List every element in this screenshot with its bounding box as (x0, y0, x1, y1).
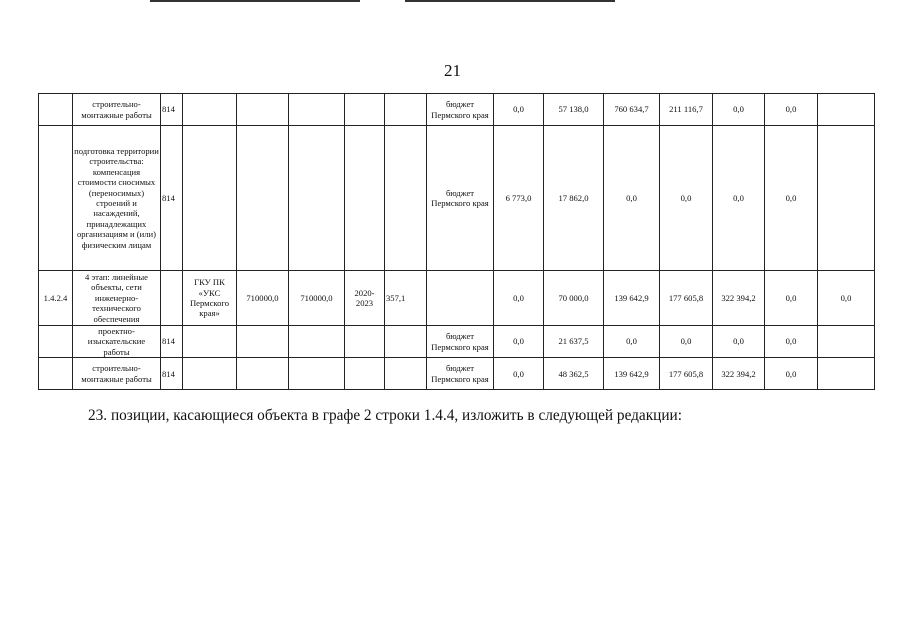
value-cell: 139 642,9 (604, 271, 660, 326)
value-cell: 322 394,2 (713, 358, 765, 390)
value-cell: 17 862,0 (544, 126, 604, 271)
executor: ГКУ ПК «УКС Пермского края» (183, 271, 237, 326)
cost-cell: 357,1 (385, 271, 427, 326)
funding-source: бюджет Пермского края (427, 126, 494, 271)
work-name: подготовка территории строительства: компенсация стоимости сносимых (переносимых) строений и насаждений, принадлежащих организациям и (или) физическим лицам (73, 126, 161, 271)
scan-edge-line (405, 0, 615, 2)
funding-source: бюджет Пермского края (427, 358, 494, 390)
row-number: 1.4.2.4 (39, 271, 73, 326)
executor (183, 358, 237, 390)
value-cell: 0,0 (713, 326, 765, 358)
capacity-cell (237, 126, 289, 271)
value-cell: 0,0 (765, 326, 818, 358)
value-cell: 177 605,8 (660, 271, 713, 326)
value-cell: 0,0 (818, 271, 875, 326)
value-cell: 0,0 (494, 94, 544, 126)
value-cell: 0,0 (765, 358, 818, 390)
cost-cell (385, 358, 427, 390)
value-cell: 0,0 (713, 94, 765, 126)
value-cell: 0,0 (494, 271, 544, 326)
value-cell: 139 642,9 (604, 358, 660, 390)
value-cell (818, 326, 875, 358)
capacity-cell: 710000,0 (237, 271, 289, 326)
value-cell: 21 637,5 (544, 326, 604, 358)
value-cell: 70 000,0 (544, 271, 604, 326)
funding-source: бюджет Пермского края (427, 94, 494, 126)
capacity-cell (237, 94, 289, 126)
period (345, 126, 385, 271)
value-cell: 322 394,2 (713, 271, 765, 326)
executor (183, 126, 237, 271)
executor (183, 94, 237, 126)
budget-code: 814 (161, 94, 183, 126)
work-name: проектно-изыскательские работы (73, 326, 161, 358)
table-row (39, 126, 875, 271)
value-cell: 0,0 (765, 94, 818, 126)
row-number (39, 126, 73, 271)
value-cell: 57 138,0 (544, 94, 604, 126)
instruction-text: 23. позиции, касающиеся объекта в графе 2 строки 1.4.4, изложить в следующей редакции: (88, 407, 682, 424)
funding-source: бюджет Пермского края (427, 326, 494, 358)
capacity-cell (237, 358, 289, 390)
value-cell: 0,0 (660, 326, 713, 358)
value-cell (818, 358, 875, 390)
page-number: 21 (444, 61, 461, 80)
period: 2020-2023 (345, 271, 385, 326)
table-body (39, 94, 875, 390)
budget-code: 814 (161, 358, 183, 390)
value-cell: 0,0 (660, 126, 713, 271)
value-cell: 211 116,7 (660, 94, 713, 126)
value-cell (818, 94, 875, 126)
table-row (39, 94, 875, 126)
scan-edge-line (150, 0, 360, 2)
work-name: 4 этап: линейные объекты, сети инженерно-технического обеспечения (73, 271, 161, 326)
capacity-cell (289, 126, 345, 271)
cost-cell (385, 126, 427, 271)
row-number (39, 94, 73, 126)
period (345, 326, 385, 358)
funding-source (427, 271, 494, 326)
period (345, 94, 385, 126)
cost-cell (385, 94, 427, 126)
value-cell: 0,0 (765, 126, 818, 271)
period (345, 358, 385, 390)
work-name: строительно-монтажные работы (73, 94, 161, 126)
table-row (39, 271, 875, 326)
capacity-cell (289, 326, 345, 358)
value-cell: 0,0 (713, 126, 765, 271)
value-cell: 0,0 (494, 358, 544, 390)
table-row (39, 326, 875, 358)
value-cell: 0,0 (604, 326, 660, 358)
work-name: строительно-монтажные работы (73, 358, 161, 390)
row-number (39, 358, 73, 390)
budget-code (161, 271, 183, 326)
value-cell: 0,0 (494, 326, 544, 358)
cost-cell (385, 326, 427, 358)
budget-code: 814 (161, 326, 183, 358)
executor (183, 326, 237, 358)
capacity-cell (289, 358, 345, 390)
value-cell: 177 605,8 (660, 358, 713, 390)
value-cell (818, 126, 875, 271)
budget-table (38, 93, 875, 390)
row-number (39, 326, 73, 358)
table-row (39, 358, 875, 390)
budget-code: 814 (161, 126, 183, 271)
value-cell: 0,0 (604, 126, 660, 271)
value-cell: 0,0 (765, 271, 818, 326)
capacity-cell (237, 326, 289, 358)
value-cell: 6 773,0 (494, 126, 544, 271)
capacity-cell (289, 94, 345, 126)
capacity-cell: 710000,0 (289, 271, 345, 326)
value-cell: 48 362,5 (544, 358, 604, 390)
value-cell: 760 634,7 (604, 94, 660, 126)
